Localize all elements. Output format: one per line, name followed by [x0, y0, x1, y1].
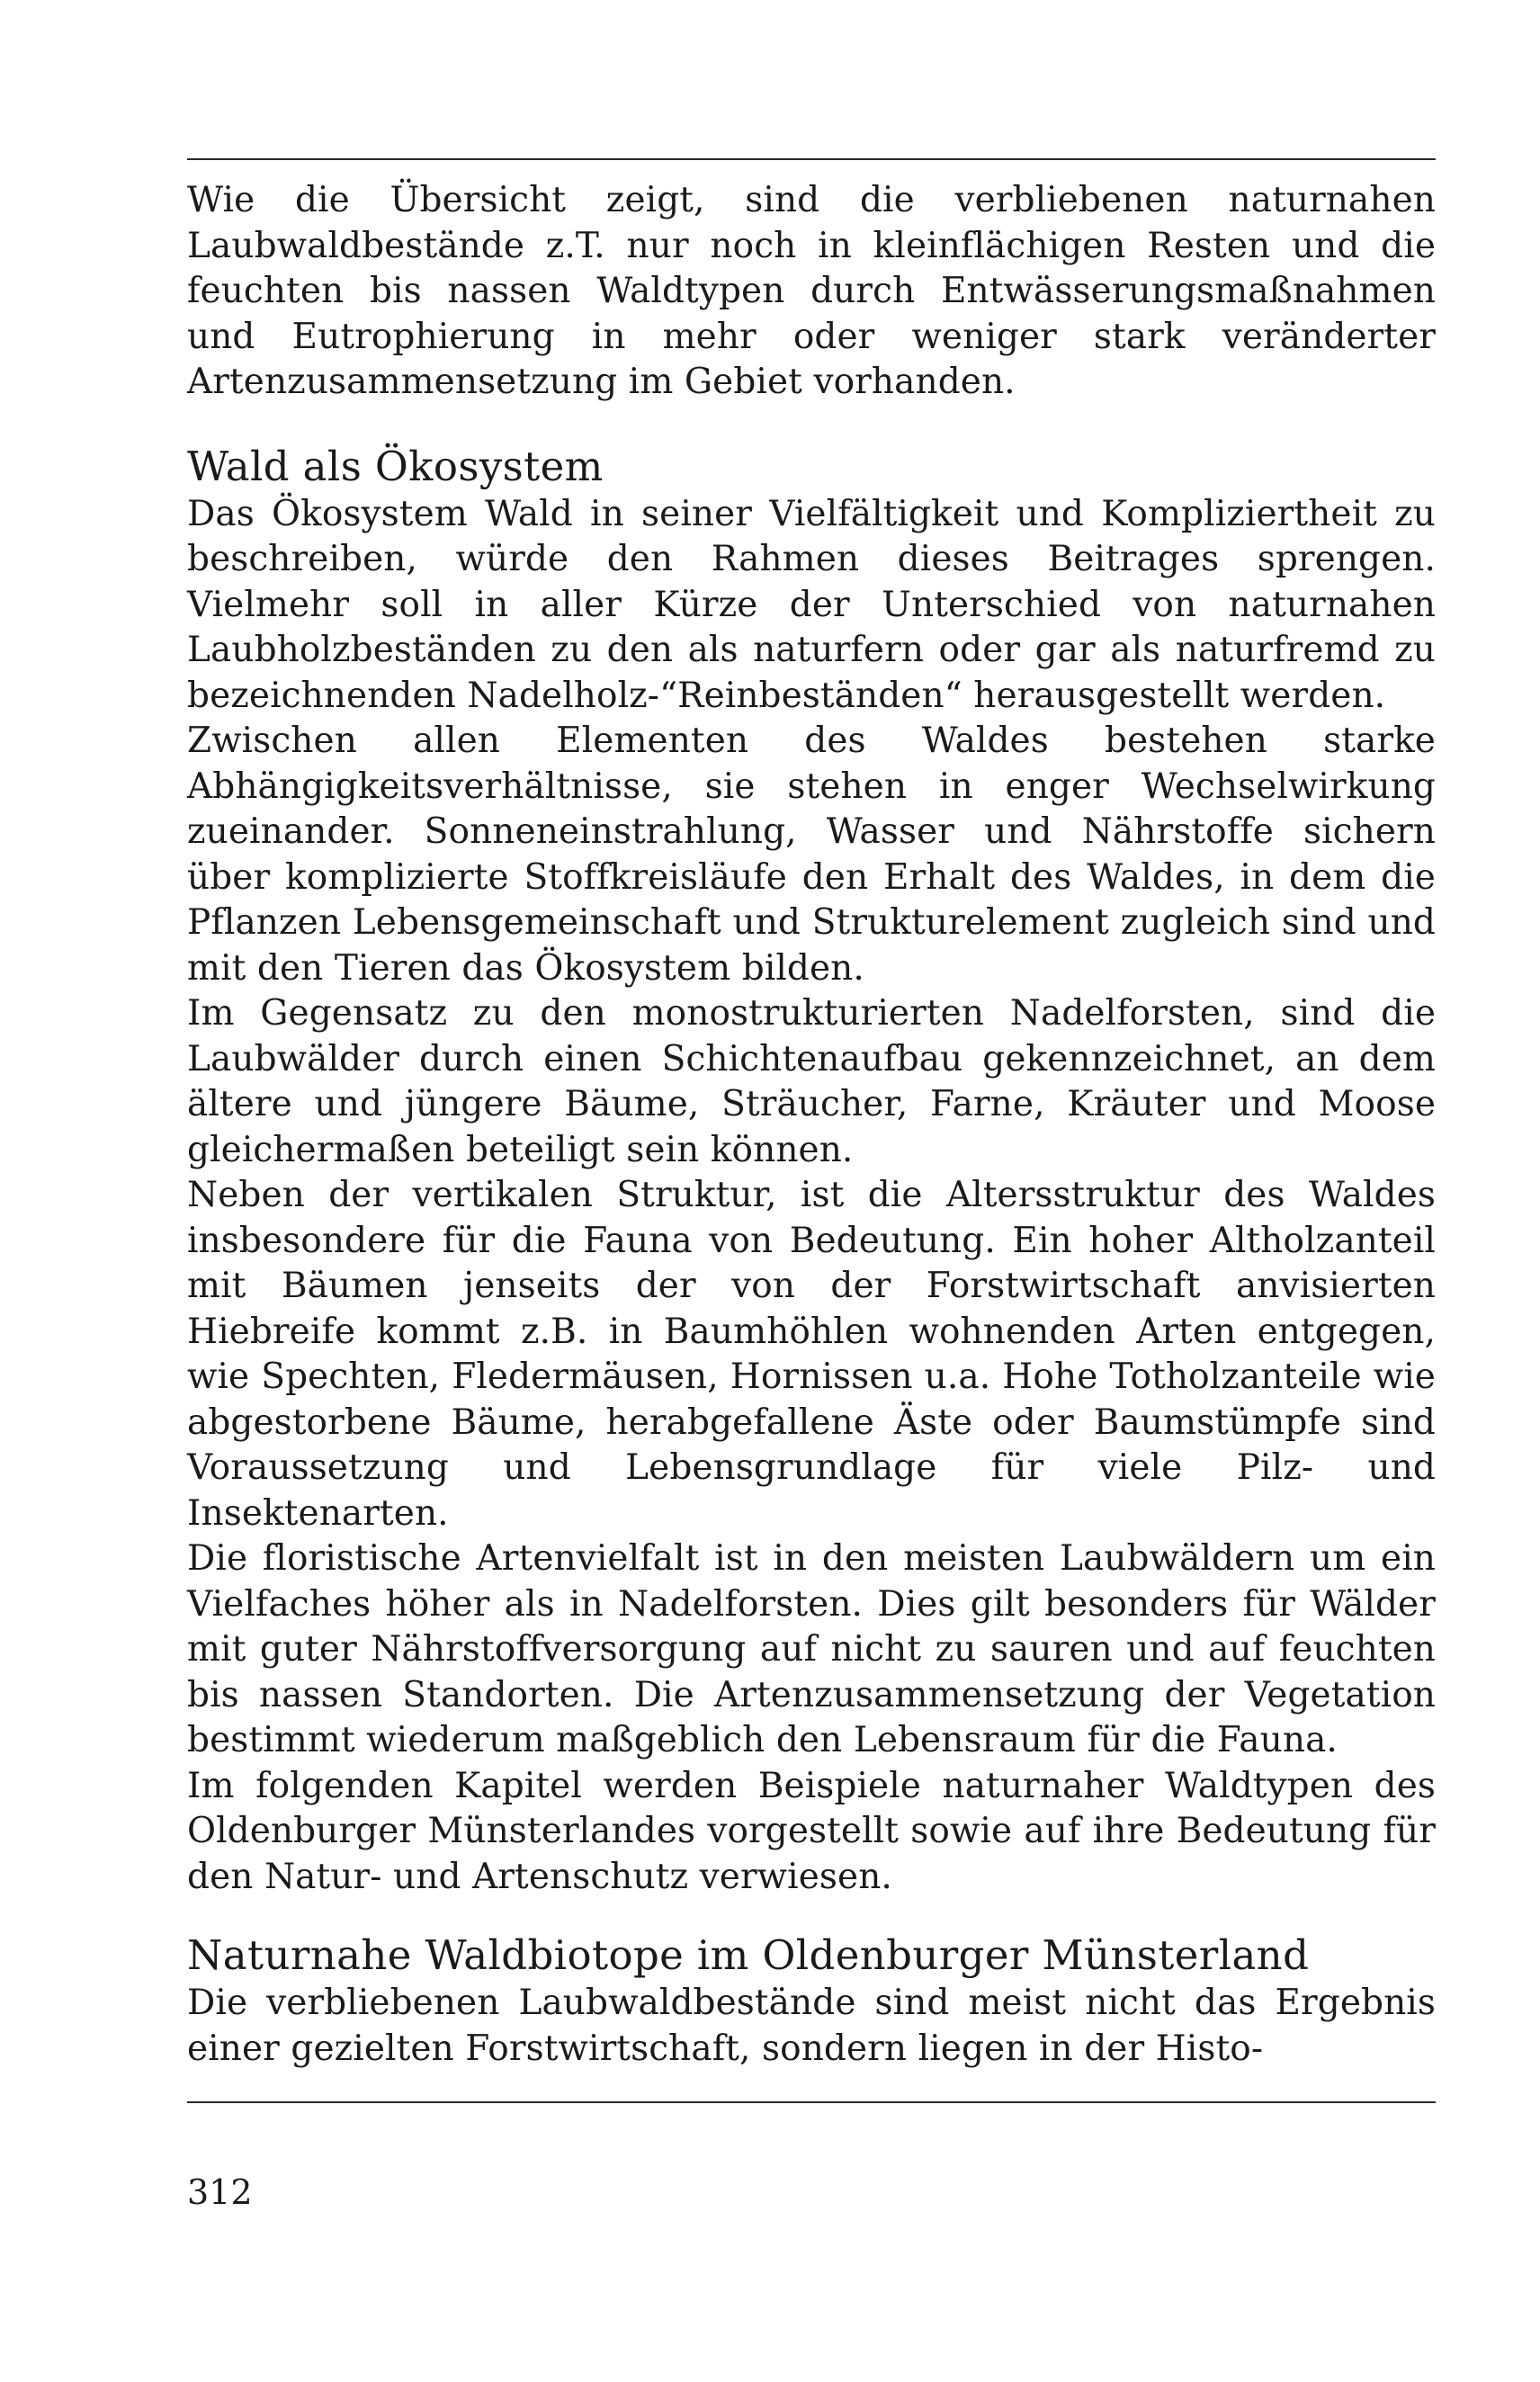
section-heading-naturnahe-waldbiotope: Naturnahe Waldbiotope im Oldenburger Münsterland [187, 1931, 1310, 1979]
top-rule [187, 158, 1436, 160]
body-paragraph: Neben der vertikalen Struktur, ist die Altersstruktur des Waldes insbesondere für die Fauna von Bedeutung. Ein hoher Altholzanteil mit Bäumen jenseits der von der Forstwirtschaft anvisierten Hiebreife kommt z.B. in Baumhöhlen wohnenden Arten entgegen, wie Spechten, Fledermäusen, Hornissen u.a. Hohe Totholzanteile wie abgestorbene Bäume, herabgefallene Äste oder Baumstümpfe sind Voraussetzung und Lebensgrundlage für viele Pilz- und Insektenarten. [187, 1175, 1436, 1534]
body-paragraph: Das Ökosystem Wald in seiner Vielfältigkeit und Kompliziertheit zu beschreiben, würde den Rahmen dieses Beitrages sprengen. Vielmehr soll in aller Kürze der Unterschied von naturnahen Laubholzbeständen zu den als naturfern oder gar als naturfremd zu bezeichnenden Nadelholz-“Reinbeständen“ herausgestellt werden. [187, 493, 1436, 716]
intro-paragraph: Wie die Übersicht zeigt, sind die verbliebenen naturnahen Laubwaldbestände z.T. nur noch in kleinflächigen Resten und die feuchten bis nassen Waldtypen durch Entwässerungsmaßnahmen und Eutrophierung in mehr oder weniger stark veränderter Artenzusammensetzung im Gebiet vorhanden. [187, 180, 1436, 402]
body-paragraph: Im Gegensatz zu den monostrukturierten Nadelforsten, sind die Laubwälder durch einen Schichtenaufbau gekennzeichnet, an dem ältere und jüngere Bäume, Sträucher, Farne, Kräuter und Moose gleichermaßen beteiligt sein können. [187, 993, 1436, 1170]
body-paragraph: Zwischen allen Elementen des Waldes bestehen starke Abhängigkeitsverhältnisse, sie stehen in enger Wechselwirkung zueinander. Sonneneinstrahlung, Wasser und Nährstoffe sichern über komplizierte Stoffkreisläufe den Erhalt des Waldes, in dem die Pflanzen Lebensgemeinschaft und Strukturelement zugleich sind und mit den Tieren das Ökosystem bilden. [187, 721, 1436, 989]
bottom-rule [187, 2101, 1436, 2103]
section-heading-wald-als-oekosystem: Wald als Ökosystem [187, 442, 604, 490]
body-paragraph: Im folgenden Kapitel werden Beispiele naturnaher Waldtypen des Oldenburger Münsterlandes vorgestellt sowie auf ihre Bedeutung für den Natur- und Artenschutz verwiesen. [187, 1765, 1436, 1897]
body-paragraph: Die floristische Artenvielfalt ist in den meisten Laubwäldern um ein Vielfaches höher als in Nadelforsten. Dies gilt besonders für Wälder mit guter Nährstoffversorgung auf nicht zu sauren und auf feuchten bis nassen Standorten. Die Artenzusammensetzung der Vegetation bestimmt wiederum maßgeblich den Lebensraum für die Fauna. [187, 1538, 1436, 1760]
body-paragraph: Die verbliebenen Laubwaldbestände sind meist nicht das Ergebnis einer gezielten Forstwirtschaft, sondern liegen in der Histo- [187, 1983, 1436, 2069]
page-number: 312 [187, 2172, 253, 2212]
page-body [187, 178, 1436, 2072]
